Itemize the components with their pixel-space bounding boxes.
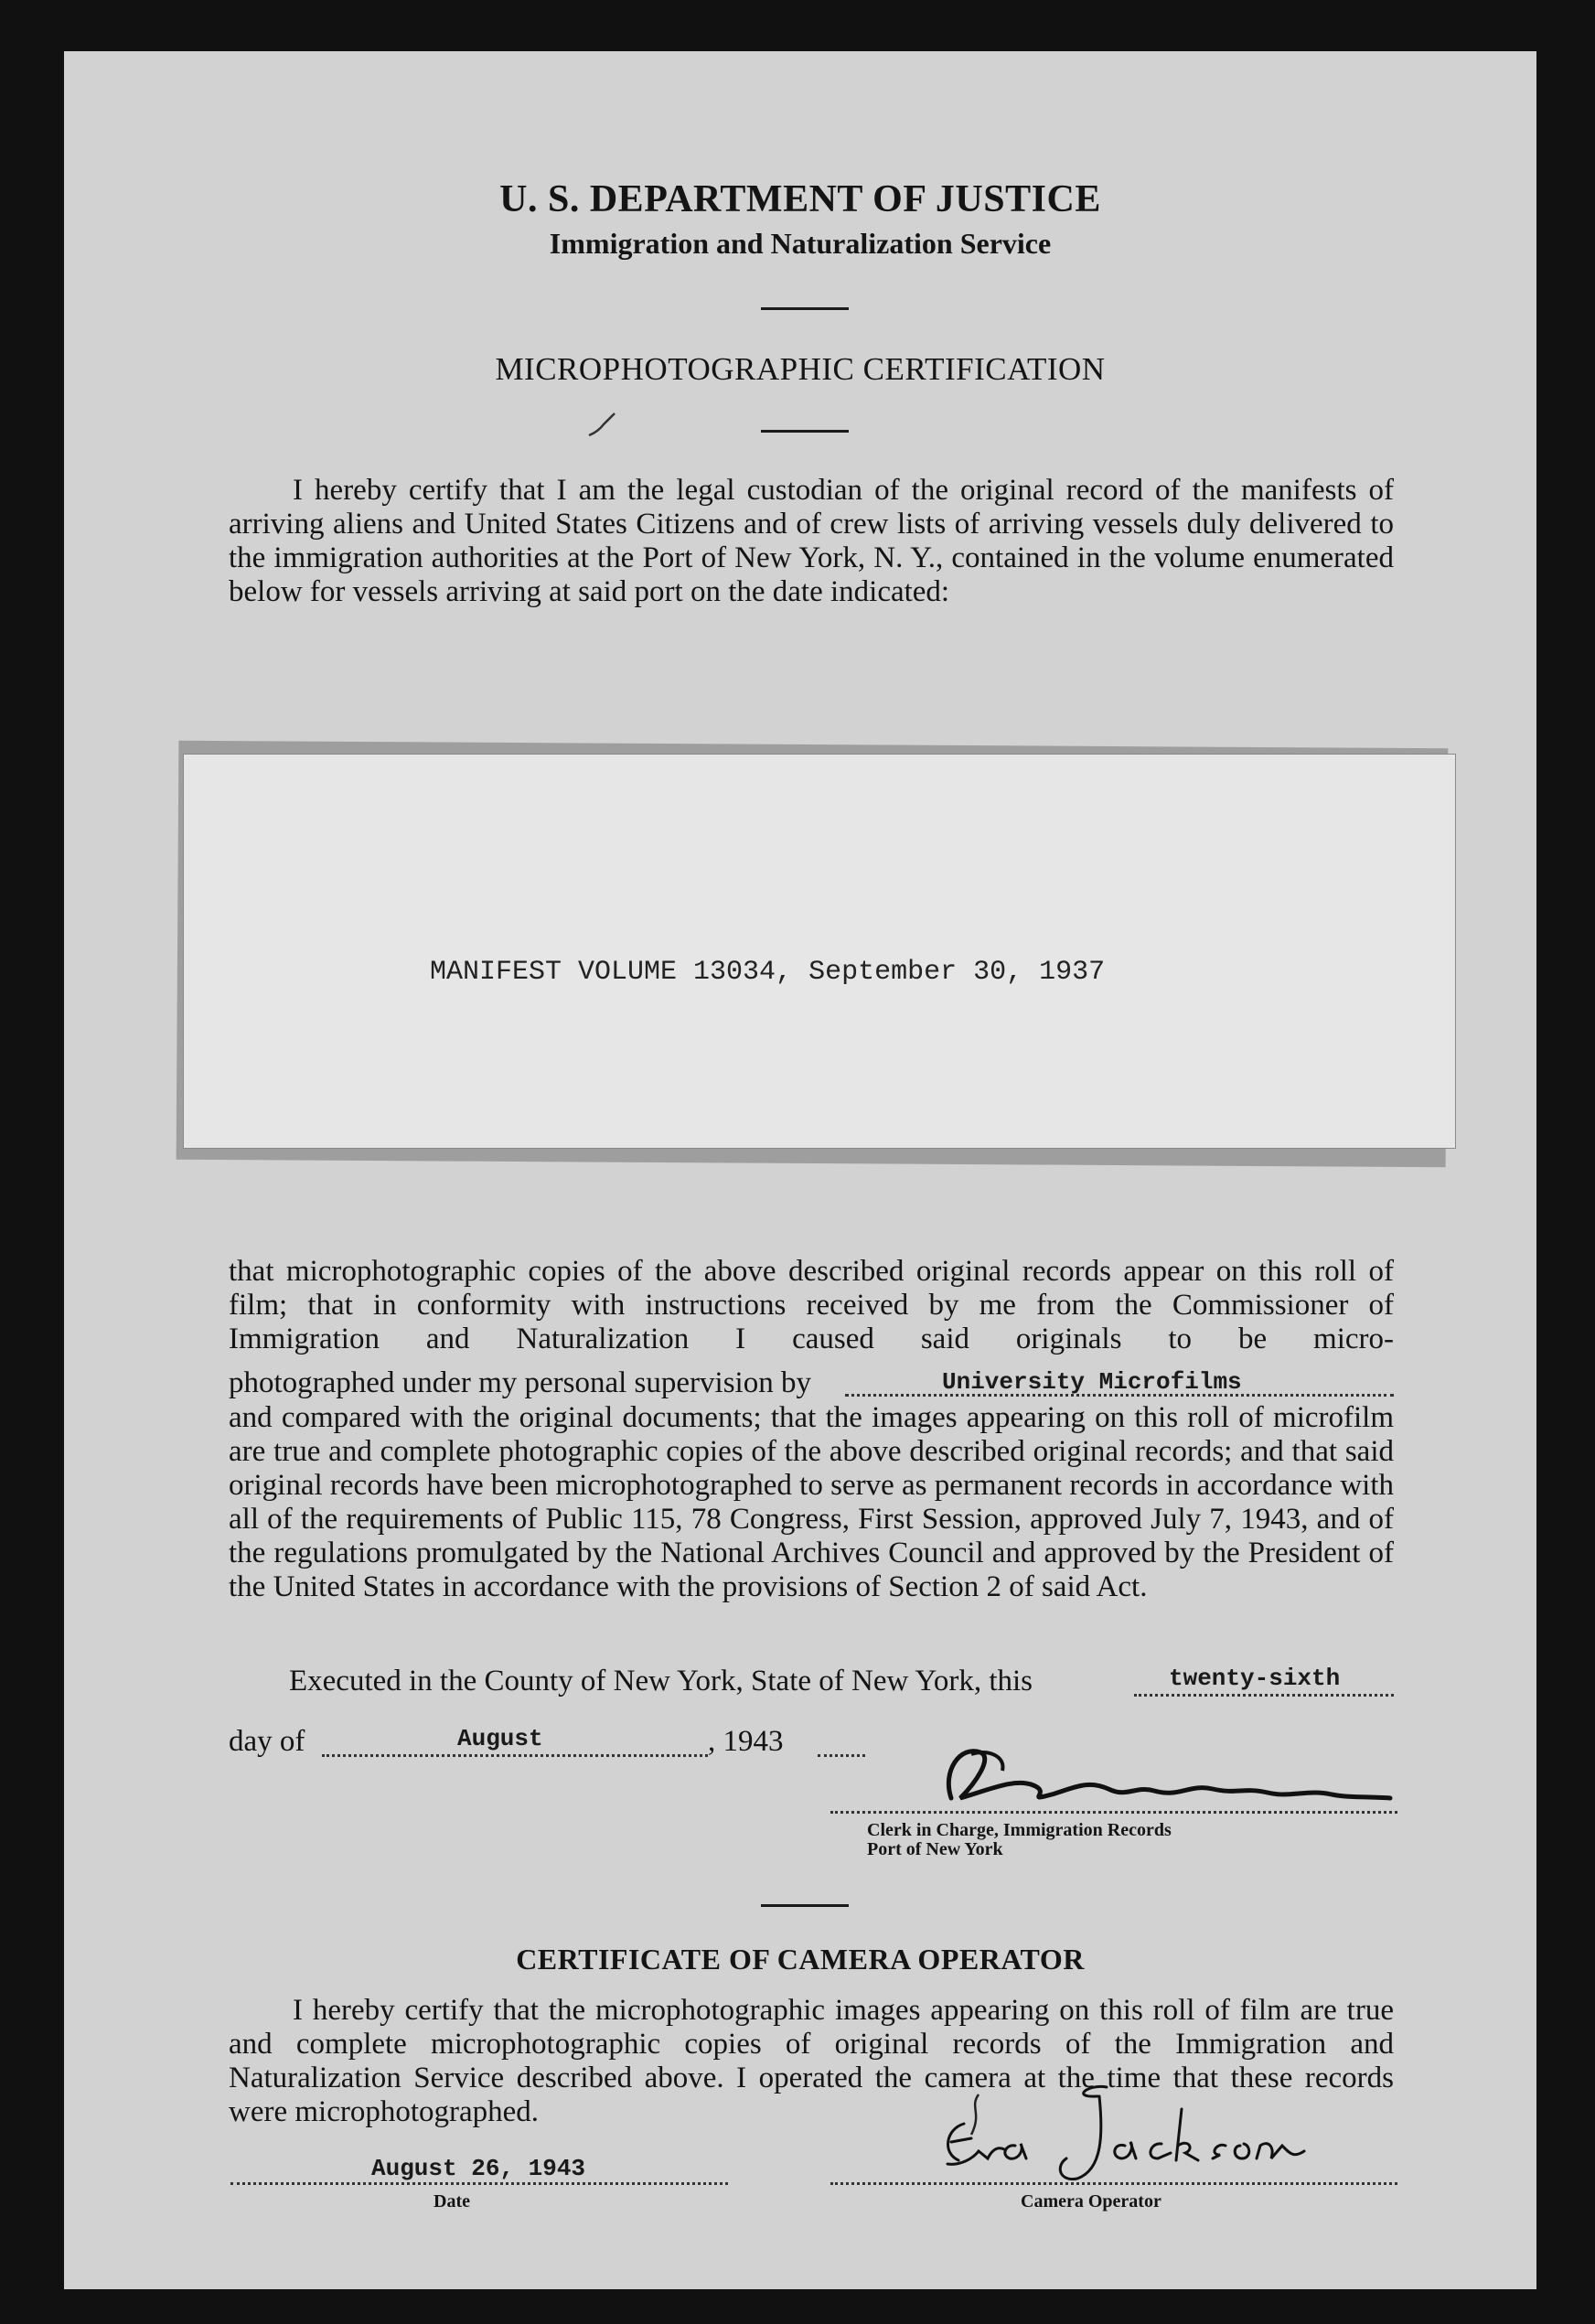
certification-heading: MICROPHOTOGRAPHIC CERTIFICATION bbox=[495, 351, 1106, 387]
date-dotted-line bbox=[230, 2182, 728, 2185]
camera-operator-heading: CERTIFICATE OF CAMERA OPERATOR bbox=[516, 1943, 1085, 1976]
body-paragraph-part3: and compared with the original documents; that the images appearing on this roll of microfilm are true and complete photographic copies of the above described original records; and that said original records have been microphotographed to serve as permanent records in accordance with all of the requirements of Public 115, 78 Congress, First Session, approved July 7, 1943, and of the regulations promulgated by the National Archives Council and approved by the President of the United States in accordance with the provisions of Section 2 of said Act. bbox=[229, 1401, 1394, 1603]
supervision-line-prefix: photographed under my personal supervision by bbox=[229, 1366, 811, 1399]
clerk-port: Port of New York bbox=[867, 1839, 1003, 1859]
executed-line-prefix: Executed in the County of New York, State of New York, this bbox=[289, 1665, 1033, 1697]
camera-operator-label: Camera Operator bbox=[1021, 2191, 1161, 2212]
day-of-label: day of bbox=[229, 1725, 305, 1758]
camera-operator-statement: I hereby certify that the microphotographic images appearing on this roll of film are true and complete microphotographic copies of original records of the Immigration and Naturalization Service described above. I operated the camera at the time that these records were microphotographed. bbox=[229, 1994, 1394, 2128]
operator-signature bbox=[887, 2051, 1363, 2188]
clerk-title: Clerk in Charge, Immigration Records bbox=[867, 1820, 1172, 1840]
manifest-volume-label: MANIFEST VOLUME 13034, September 30, 1937 bbox=[430, 957, 1106, 988]
executed-day-dotted-line bbox=[1134, 1694, 1394, 1697]
department-title: U. S. DEPARTMENT OF JUSTICE bbox=[499, 178, 1101, 220]
executed-year: , 1943 bbox=[708, 1725, 784, 1758]
microfilm-company-typed: University Microfilms bbox=[942, 1368, 1242, 1396]
body-paragraph-part1: that microphotographic copies of the above described original records appear on this roll of film; that in conformity with instructions received by me from the Commissioner of Immigration and Naturalization I caused said originals to be micro- bbox=[229, 1255, 1394, 1355]
service-subtitle: Immigration and Naturalization Service bbox=[549, 227, 1052, 260]
clerk-signature bbox=[915, 1734, 1408, 1816]
intro-paragraph: I hereby certify that I am the legal custodian of the original record of the manifests of arriving aliens and United States Citizens and of crew lists of arriving vessels duly delivered to the immigration authorities at the Port of New York, N. Y., contained in the volume enumerated below for vessels arriving at said port on the date indicated: bbox=[229, 474, 1394, 608]
manifest-card bbox=[183, 754, 1456, 1149]
divider-top bbox=[761, 307, 849, 310]
executed-month-typed: August bbox=[457, 1725, 543, 1752]
pencil-tick-mark bbox=[585, 408, 622, 441]
date-label: Date bbox=[434, 2191, 470, 2212]
divider-bottom bbox=[761, 1904, 849, 1907]
operator-date-typed: August 26, 1943 bbox=[371, 2155, 586, 2182]
divider-heading bbox=[761, 430, 849, 433]
year-dotted-line bbox=[818, 1754, 865, 1757]
pencil-mark bbox=[964, 2089, 991, 2144]
certificate-page bbox=[64, 51, 1536, 2289]
month-dotted-line bbox=[322, 1754, 708, 1757]
executed-day-typed: twenty-sixth bbox=[1169, 1665, 1341, 1692]
